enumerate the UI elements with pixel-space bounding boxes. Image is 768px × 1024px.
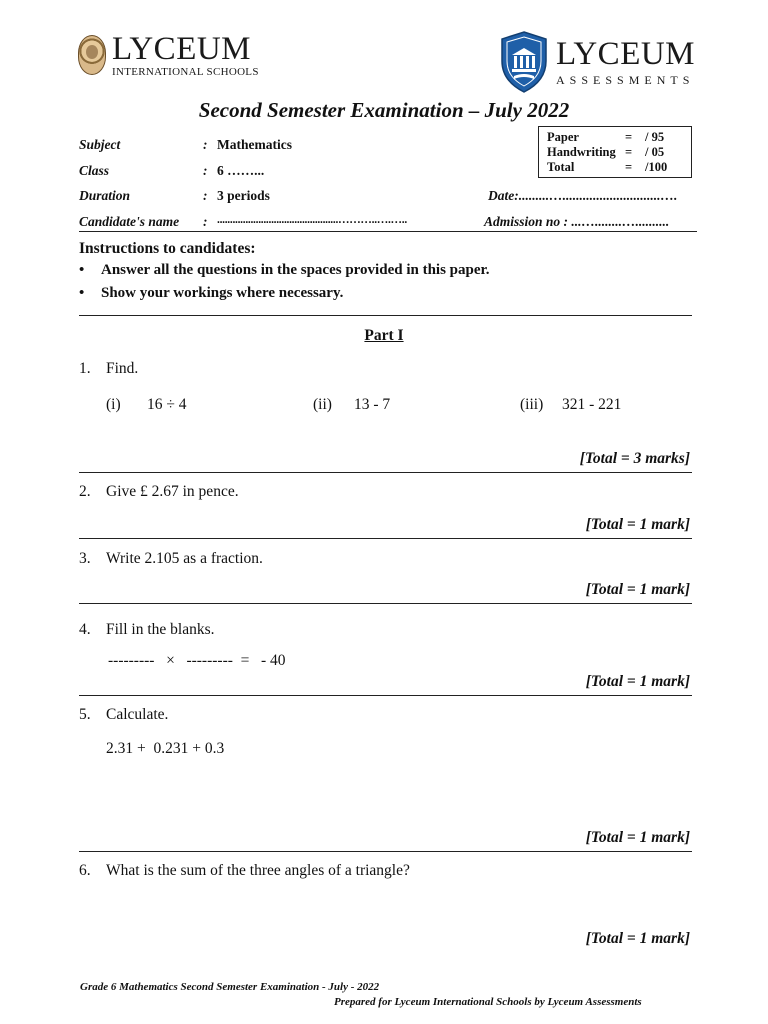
duration-value: 3 periods xyxy=(217,188,270,203)
candidate-name-label: Candidate's name xyxy=(79,214,180,229)
question-number: 4. xyxy=(79,621,91,638)
exam-title: Second Semester Examination – July 2022 xyxy=(198,98,570,122)
sub-question-expr: 13 - 7 xyxy=(354,396,391,413)
marks-label: Handwriting xyxy=(547,145,616,159)
question-total: [Total = 1 mark] xyxy=(585,581,690,598)
marks-value: / 95 xyxy=(645,130,665,144)
colon: : xyxy=(203,163,208,178)
question-total: [Total = 1 mark] xyxy=(585,673,690,690)
question-total: [Total = 1 mark] xyxy=(585,829,690,846)
marks-equals: = xyxy=(625,145,633,159)
bullet-icon: • xyxy=(79,262,85,278)
instruction-text: Answer all the questions in the spaces provided in this paper. xyxy=(101,262,490,278)
question-text: Find. xyxy=(106,360,139,377)
marks-label: Total xyxy=(547,160,575,174)
question-number: 5. xyxy=(79,706,91,723)
question-text: Calculate. xyxy=(106,706,169,723)
colon: : xyxy=(203,137,208,152)
shield-icon xyxy=(500,31,548,93)
fill-blank-expr: --------- × --------- = - 40 xyxy=(108,652,286,669)
marks-row-total xyxy=(547,160,683,175)
question-number: 2. xyxy=(79,483,91,500)
lyceum-assessments-logo xyxy=(500,30,700,94)
marks-value: / 05 xyxy=(645,145,665,159)
question-text: What is the sum of the three angles of a triangle? xyxy=(106,862,410,879)
question-text: Write 2.105 as a fraction. xyxy=(106,550,263,567)
part-heading xyxy=(0,327,768,345)
marks-equals: = xyxy=(625,160,633,174)
part-heading-text: Part I xyxy=(364,327,404,344)
question-text: Give £ 2.67 in pence. xyxy=(106,483,239,500)
marks-box xyxy=(538,126,692,178)
question-total: [Total = 1 mark] xyxy=(585,516,690,533)
candidate-name-dots: ...............................................………..….….. xyxy=(217,214,407,226)
sub-question-label: (ii) xyxy=(313,396,332,413)
question-number: 3. xyxy=(79,550,91,567)
question-number: 6. xyxy=(79,862,91,879)
divider xyxy=(79,851,692,852)
divider xyxy=(79,231,697,232)
sub-question-expr: 321 - 221 xyxy=(562,396,622,413)
divider xyxy=(79,695,692,696)
divider xyxy=(79,315,692,316)
footer-line-1: Grade 6 Mathematics Second Semester Examination - July - 2022 xyxy=(80,981,380,993)
school-seal-icon xyxy=(78,35,106,75)
subject-value: Mathematics xyxy=(217,137,292,152)
instruction-item xyxy=(79,285,343,302)
question-total: [Total = 1 mark] xyxy=(585,930,690,947)
logo-name: LYCEUM xyxy=(556,36,696,72)
instruction-text: Show your workings where necessary. xyxy=(101,285,344,301)
logo-subtitle: INTERNATIONAL SCHOOLS xyxy=(112,65,259,78)
lyceum-schools-logo xyxy=(78,32,268,78)
subject-label: Subject xyxy=(79,137,121,152)
question-text: Fill in the blanks. xyxy=(106,621,215,638)
colon: : xyxy=(203,214,208,229)
bullet-icon: • xyxy=(79,285,85,301)
divider xyxy=(79,538,692,539)
admission-no-field: Admission no : ...…........….......... xyxy=(484,214,670,229)
date-field: Date:.........….............................…. xyxy=(488,188,678,203)
class-label: Class xyxy=(79,163,110,178)
class-value: 6 ……... xyxy=(217,163,265,178)
instruction-item xyxy=(79,262,490,279)
colon: : xyxy=(203,188,208,203)
sub-question-label: (iii) xyxy=(520,396,544,413)
sub-question-label: (i) xyxy=(106,396,121,413)
divider xyxy=(79,472,692,473)
calculation-expr: 2.31 + 0.231 + 0.3 xyxy=(106,740,225,757)
marks-label: Paper xyxy=(547,130,579,144)
divider xyxy=(79,603,692,604)
footer-line-2: Prepared for Lyceum International Schools by Lyceum Assessments xyxy=(334,996,642,1008)
question-total: [Total = 3 marks] xyxy=(579,450,690,467)
marks-row-paper xyxy=(547,130,683,145)
marks-row-handwriting xyxy=(547,145,683,160)
sub-question-expr: 16 ÷ 4 xyxy=(147,396,187,413)
marks-equals: = xyxy=(625,130,633,144)
instructions-title: Instructions to candidates: xyxy=(79,240,256,257)
marks-value: /100 xyxy=(645,160,668,174)
logo-subtitle: ASSESSMENTS xyxy=(556,73,695,87)
duration-label: Duration xyxy=(79,188,131,203)
question-number: 1. xyxy=(79,360,91,377)
logo-name: LYCEUM xyxy=(112,30,252,67)
